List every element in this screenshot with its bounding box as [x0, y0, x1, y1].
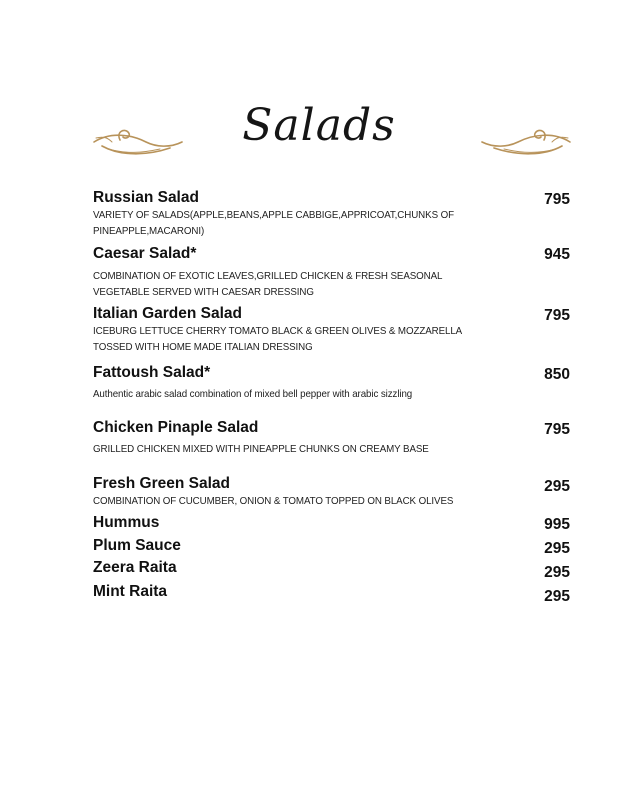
item-description: COMBINATION OF CUCUMBER, ONION & TOMATO TOPPED ON BLACK OLIVES	[93, 495, 454, 507]
item-name: Zeera Raita	[93, 559, 177, 576]
item-name: Fresh Green Salad	[93, 475, 230, 492]
item-price: 850	[544, 366, 570, 383]
item-price: 945	[544, 246, 570, 263]
item-name: Russian Salad	[93, 189, 199, 206]
item-name: Italian Garden Salad	[93, 305, 243, 322]
item-name: Mint Raita	[93, 583, 168, 600]
item-description: VARIETY OF SALADS(APPLE,BEANS,APPLE CABBIGE,APPRICOAT,CHUNKS OF PINEAPPLE,MACARONI)	[93, 209, 454, 237]
item-description: ICEBURG LETTUCE CHERRY TOMATO BLACK & GREEN OLIVES & MOZZARELLA TOSSED WITH HOME MADE ITALIAN DRESSING	[93, 325, 462, 353]
item-price: 295	[544, 588, 570, 605]
item-name: Plum Sauce	[93, 537, 181, 554]
page-title: Salads	[242, 100, 396, 151]
item-name: Fattoush Salad*	[93, 364, 211, 381]
item-price: 295	[544, 540, 570, 557]
item-price: 295	[544, 564, 570, 581]
item-price: 795	[544, 421, 570, 438]
item-price: 795	[544, 307, 570, 324]
item-name: Hummus	[93, 514, 160, 531]
item-description: COMBINATION OF EXOTIC LEAVES,GRILLED CHICKEN & FRESH SEASONAL VEGETABLE SERVED WITH CAESAR DRESSING	[93, 270, 443, 298]
item-price: 795	[544, 191, 570, 208]
item-name: Chicken Pinaple Salad	[93, 419, 259, 436]
item-price: 295	[544, 478, 570, 495]
item-price: 995	[544, 516, 570, 533]
item-description: Authentic arabic salad combination of mixed bell pepper with arabic sizzling	[93, 388, 413, 400]
item-description: GRILLED CHICKEN MIXED WITH PINEAPPLE CHUNKS ON CREAMY BASE	[93, 443, 429, 455]
item-name: Caesar Salad*	[93, 245, 197, 262]
